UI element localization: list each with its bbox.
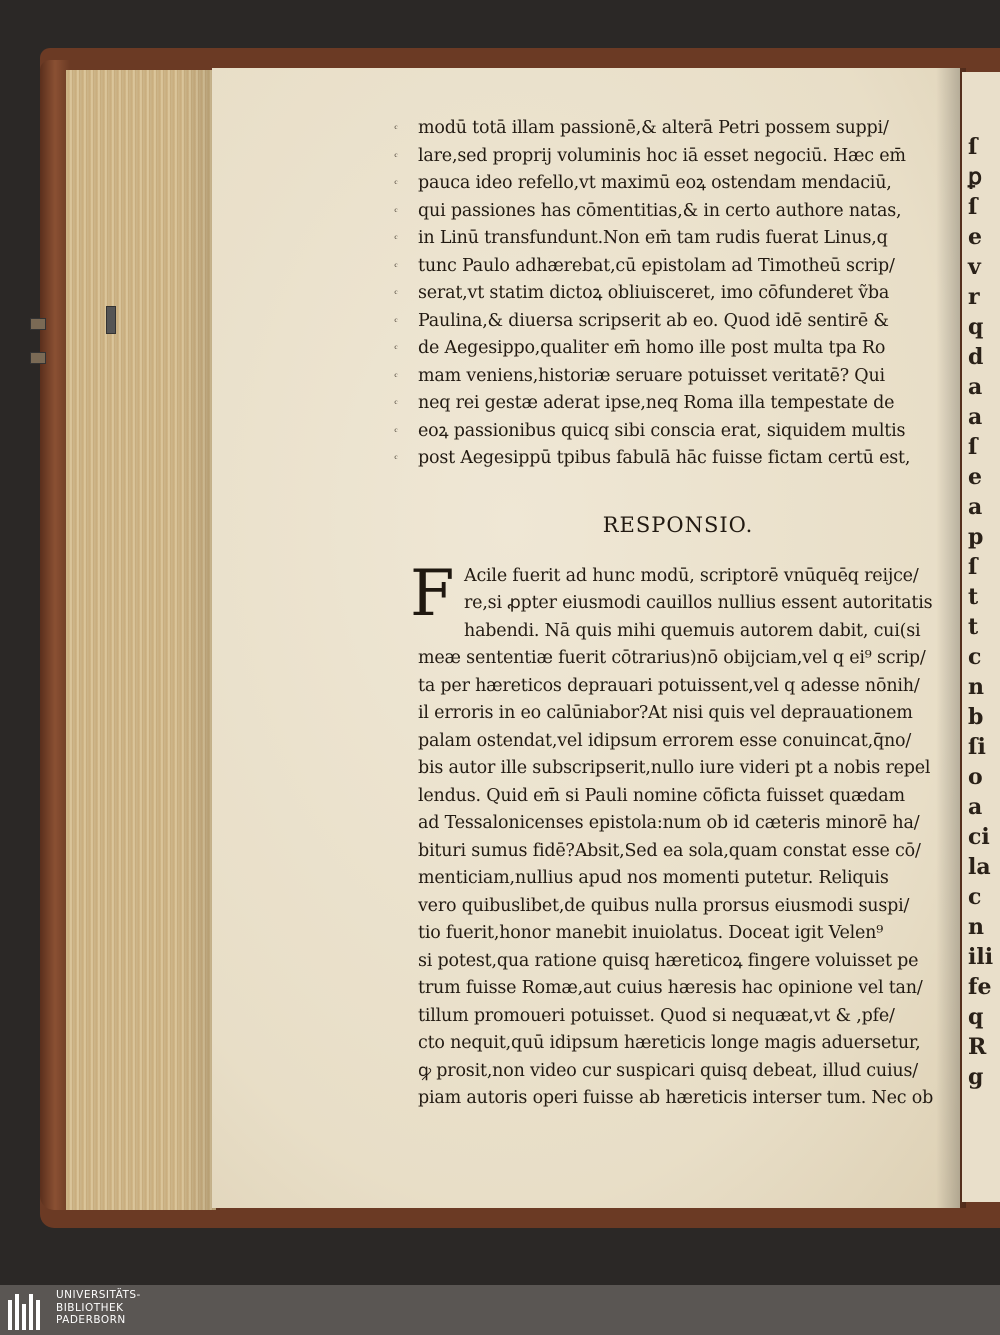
right-page-letter: fe [968,974,992,1000]
text-line-content: eoꝝ passionibus quicq sibi conscia erat, siquidem multis [418,420,906,441]
right-page-letter: e [968,464,982,490]
text-line [418,253,938,281]
response-line: menticiam,nullius apud nos momenti putetur. Reliquis [418,868,889,888]
section-heading: RESPONSIO. [602,512,754,537]
text-line-content: Paulina,& diuersa scripserit ab eo. Quod idē sentirē & [418,310,889,331]
right-page-letter: p [968,524,984,550]
right-page-letter: c [968,884,982,910]
response-line: meæ sententiæ fuerit cōtrarius)nō obijciam,vel q ei⁹ scrip/ [418,648,926,668]
right-page-letter: c [968,644,982,670]
text-line [418,363,938,391]
response-line: si potest,qua ratione quisq hæreticoꝝ fingere voluisset pe [418,950,919,971]
response-line: tio fuerit,honor manebit inuiolatus. Doceat igit Velen⁹ [418,923,884,943]
text-line [418,445,938,473]
library-footer [0,1285,1000,1335]
text-line [418,418,938,446]
response-line: palam ostendat,vel idipsum errorem esse conuincat,q̄no/ [418,730,912,751]
response-line: piam autoris operi fuisse ab hæreticis interser tum. Nec ob [418,1088,934,1108]
response-line: habendi. Nā quis mihi quemuis autorem dabit, cui(si [464,620,921,641]
right-page-letter: e [968,224,982,250]
response-line: ad Tessalonicenses epistola:num ob id cæteris minorē ha/ [418,813,920,833]
right-page-letter: g [968,1064,984,1090]
right-page-letter: d [968,344,984,370]
text-line [418,225,938,253]
right-page-letter: n [968,914,984,940]
right-page-letter: a [968,404,983,430]
right-page-letter: ſ [968,134,978,160]
right-page-letter: t [968,584,979,610]
response-line: ta per hæreticos deprauari potuissent,vel q adesse nōnih/ [418,675,920,696]
text-line-content: qui passiones has cōmentitias,& in certo authore natas, [418,200,902,221]
response-line: Acile fuerit ad hunc modū, scriptorē vnūquēq reijce/ [464,565,919,586]
right-page-letter: ci [968,824,990,850]
response-line: bis autor ille subscripserit,nullo iure videri pt a nobis repel [418,758,931,778]
right-page-letter: q [968,1004,984,1030]
text-line-content: tunc Paulo adhærebat,cū epistolam ad Timotheū scrip/ [418,255,895,276]
right-page-letter: o [968,764,983,790]
right-page-letter: v [968,254,981,280]
clasp-icon [106,306,116,334]
text-line-content: post Aegesippū tpibus fabulā hāc fuisse fictam certū est, [418,448,911,468]
response-line: bituri sumus fidē?Absit,Sed ea sola,quam constat esse cō/ [418,840,921,861]
text-block [418,115,938,473]
library-name-line1: UNIVERSITÄTS- [56,1289,141,1301]
right-page-letter: a [968,374,983,400]
response-line: il erroris in eo calūniabor?At nisi quis vel deprauationem [418,703,913,723]
text-line-content: in Linū transfundunt.Non em̄ tam rudis fuerat Linus,q [418,228,888,248]
response-line: tillum promoueri potuisset. Quod si nequæat,vt & ,pfe/ [418,1005,895,1026]
text-line-content: de Aegesippo,qualiter em̄ homo ille post multa tpa Ro [418,338,886,358]
text-line [418,390,938,418]
text-line-content: pauca ideo refello,vt maximū eoꝝ ostendam mendaciū, [418,173,892,193]
clasp-hinge-icon [30,318,46,330]
right-page-edge [962,72,1000,1202]
right-page-letter: r [968,284,980,310]
text-line-content: lare,sed proprij voluminis hoc iā esset negociū. Hæc em̄ [418,145,906,166]
right-page-letter: n [968,674,984,700]
text-line [418,308,938,336]
text-line [418,198,938,226]
text-line [418,335,938,363]
right-page-letter: t [968,614,979,640]
text-line [418,280,938,308]
text-line-content: mam veniens,historiæ seruare potuisset veritatē? Qui [418,365,885,386]
right-page-letter: ꝑ [968,164,982,190]
right-page-letter: ſi [968,734,986,760]
response-line: re,si ꝓpter eiusmodi cauillos nullius essent autoritatis [464,593,933,613]
response-line: lendus. Quid em̄ si Pauli nomine cōficta fuisset quædam [418,785,905,806]
right-page-letter: ſ [968,194,978,220]
right-page-letter: la [968,854,991,880]
drop-cap: F [410,556,455,631]
text-line [418,170,938,198]
right-page-letter: a [968,494,983,520]
response-text [418,563,938,1113]
library-name-line2: BIBLIOTHEK [56,1301,124,1314]
text-line [418,115,938,143]
text-line-content: neq rei gestæ aderat ipse,neq Roma illa tempestate de [418,393,895,413]
right-page-letter: ſ [968,554,978,580]
library-name-line3: PADERBORN [56,1314,126,1326]
right-page-letter: b [968,704,984,730]
right-page-letter: q [968,314,984,340]
page-text [410,115,938,1113]
text-line-content: serat,vt statim dictoꝝ obliuisceret, imo cōfunderet ṽba [418,283,890,303]
library-logo-icon [8,1292,48,1330]
library-name [56,1289,141,1327]
response-line: ꝙ prosit,non video cur suspicari quisq debeat, illud cuius/ [418,1060,918,1081]
right-page-letter: ſ [968,434,978,460]
right-page-letter: a [968,794,983,820]
response-line: vero quibuslibet,de quibus nulla prorsus eiusmodi suspi/ [418,895,910,916]
clasp-hinge-icon [30,352,46,364]
right-page-letter: R [968,1034,987,1060]
text-line [418,143,938,171]
response-paragraph [410,556,938,1113]
response-line: cto nequit,quū idipsum hæreticis longe magis aduersetur, [418,1033,921,1053]
right-page-letter: ili [968,944,994,970]
response-line: trum fuisse Romæ,aut cuius hæresis hac opinione vel tan/ [418,978,923,998]
text-line-content: modū totā illam passionē,& alterā Petri possem suppi/ [418,118,889,138]
